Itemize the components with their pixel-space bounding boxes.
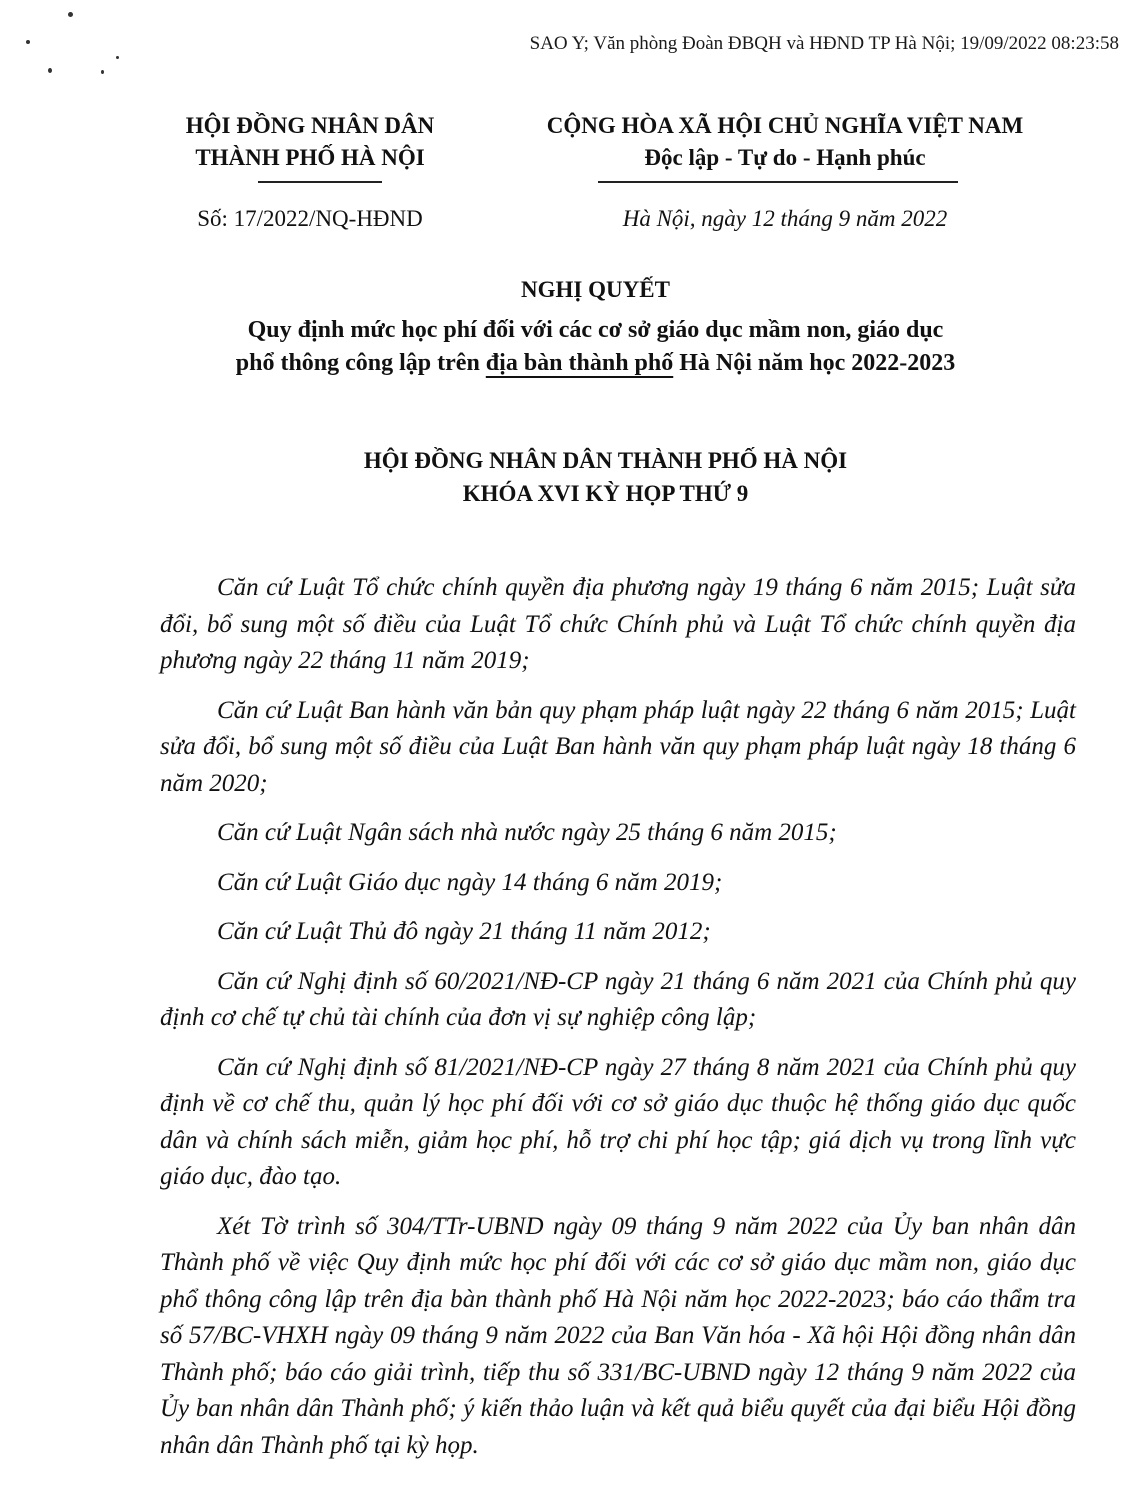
preamble-paragraph: Căn cứ Luật Thủ đô ngày 21 tháng 11 năm 2012;: [217, 918, 711, 945]
issuer-name: HỘI ĐỒNG NHÂN DÂN: [185, 113, 435, 138]
document-subject: [60, 314, 1131, 380]
subject-text: Hà Nội năm học 2022-2023: [673, 350, 956, 376]
scan-speck: [26, 40, 30, 44]
preamble-paragraph: Căn cứ Nghị định số 81/2021/NĐ-CP ngày 27 tháng 8 năm 2021 của Chính phủ quy định về cơ chế thu, quản lý học phí đối với cơ sở giáo dục thuộc hệ thống giáo dục quốc dân và chính sách miễn, giảm học phí, hỗ trợ chi phí học tập; giá dịch vụ trong lĩnh vực giáo dục, đào tạo.: [160, 1053, 1076, 1190]
document-number: Số: 17/2022/NQ-HĐND: [197, 206, 423, 231]
council-heading: [0, 444, 1131, 510]
council-session: KHÓA XVI KỲ HỌP THỨ 9: [462, 481, 749, 506]
preamble-paragraph: Xét Tờ trình số 304/TTr-UBND ngày 09 tháng 9 năm 2022 của Ủy ban nhân dân Thành phố về việc Quy định mức học phí đối với các cơ sở giáo dục mầm non, giáo dục phổ thông công lập trên địa bàn thành phố Hà Nội năm học 2022-2023; báo cáo thẩm tra số 57/BC-VHXH ngày 09 tháng 9 năm 2022 của Ban Văn hóa - Xã hội Hội đồng nhân dân Thành phố; báo cáo giải trình, tiếp thu số 331/BC-UBND ngày 12 tháng 9 năm 2022 của Ủy ban nhân dân Thành phố; ý kiến thảo luận và kết quả biểu quyết của đại biểu Hội đồng nhân dân Thành phố tại kỳ họp.: [160, 1212, 1076, 1459]
preamble-paragraph: Căn cứ Luật Tổ chức chính quyền địa phương ngày 19 tháng 6 năm 2015; Luật sửa đổi, bổ sung một số điều của Luật Tổ chức Chính phủ và Luật Tổ chức chính quyền địa phương ngày 22 tháng 11 năm 2019;: [160, 574, 1076, 674]
subject-underlined-text: địa bàn thành phố: [485, 350, 674, 376]
subject-line-2: [60, 347, 1131, 380]
preamble: [160, 570, 1076, 1464]
motto-divider: [598, 181, 958, 183]
document-type: NGHỊ QUYẾT: [521, 277, 670, 302]
document-header: [0, 110, 1131, 250]
scan-speck: [101, 70, 104, 74]
national-heading: [490, 110, 1080, 174]
nation-name: CỘNG HÒA XÃ HỘI CHỦ NGHĨA VIỆT NAM: [546, 113, 1024, 138]
copy-stamp: SAO Y; Văn phòng Đoàn ĐBQH và HĐND TP Hà Nội; 19/09/2022 08:23:58: [529, 33, 1119, 54]
scan-speck: [116, 56, 119, 59]
place-date: Hà Nội, ngày 12 tháng 9 năm 2022: [622, 206, 948, 231]
issuer-block: [160, 110, 460, 174]
council-name: HỘI ĐỒNG NHÂN DÂN THÀNH PHỐ HÀ NỘI: [363, 448, 848, 473]
subject-text: phổ thông công lập trên: [235, 350, 486, 376]
preamble-paragraph: Căn cứ Luật Ngân sách nhà nước ngày 25 tháng 6 năm 2015;: [217, 819, 837, 846]
preamble-paragraph: Căn cứ Nghị định số 60/2021/NĐ-CP ngày 21 tháng 6 năm 2021 của Chính phủ quy định cơ chế tự chủ tài chính của đơn vị sự nghiệp công lập;: [160, 967, 1076, 1031]
scan-speck: [48, 68, 52, 73]
issuer-divider: [258, 181, 382, 183]
title-block: [0, 274, 1131, 380]
preamble-paragraph: Căn cứ Luật Giáo dục ngày 14 tháng 6 năm 2019;: [217, 868, 723, 896]
subject-line-1: Quy định mức học phí đối với các cơ sở giáo dục mầm non, giáo dục: [247, 317, 944, 343]
nation-motto: Độc lập - Tự do - Hạnh phúc: [644, 145, 926, 170]
preamble-paragraph: Căn cứ Luật Ban hành văn bản quy phạm pháp luật ngày 22 tháng 6 năm 2015; Luật sửa đổi, bổ sung một số điều của Luật Ban hành văn quy phạm pháp luật ngày 18 tháng 6 năm 2020;: [160, 696, 1076, 797]
issuer-city: THÀNH PHỐ HÀ NỘI: [195, 145, 425, 170]
scan-speck: [68, 12, 73, 17]
